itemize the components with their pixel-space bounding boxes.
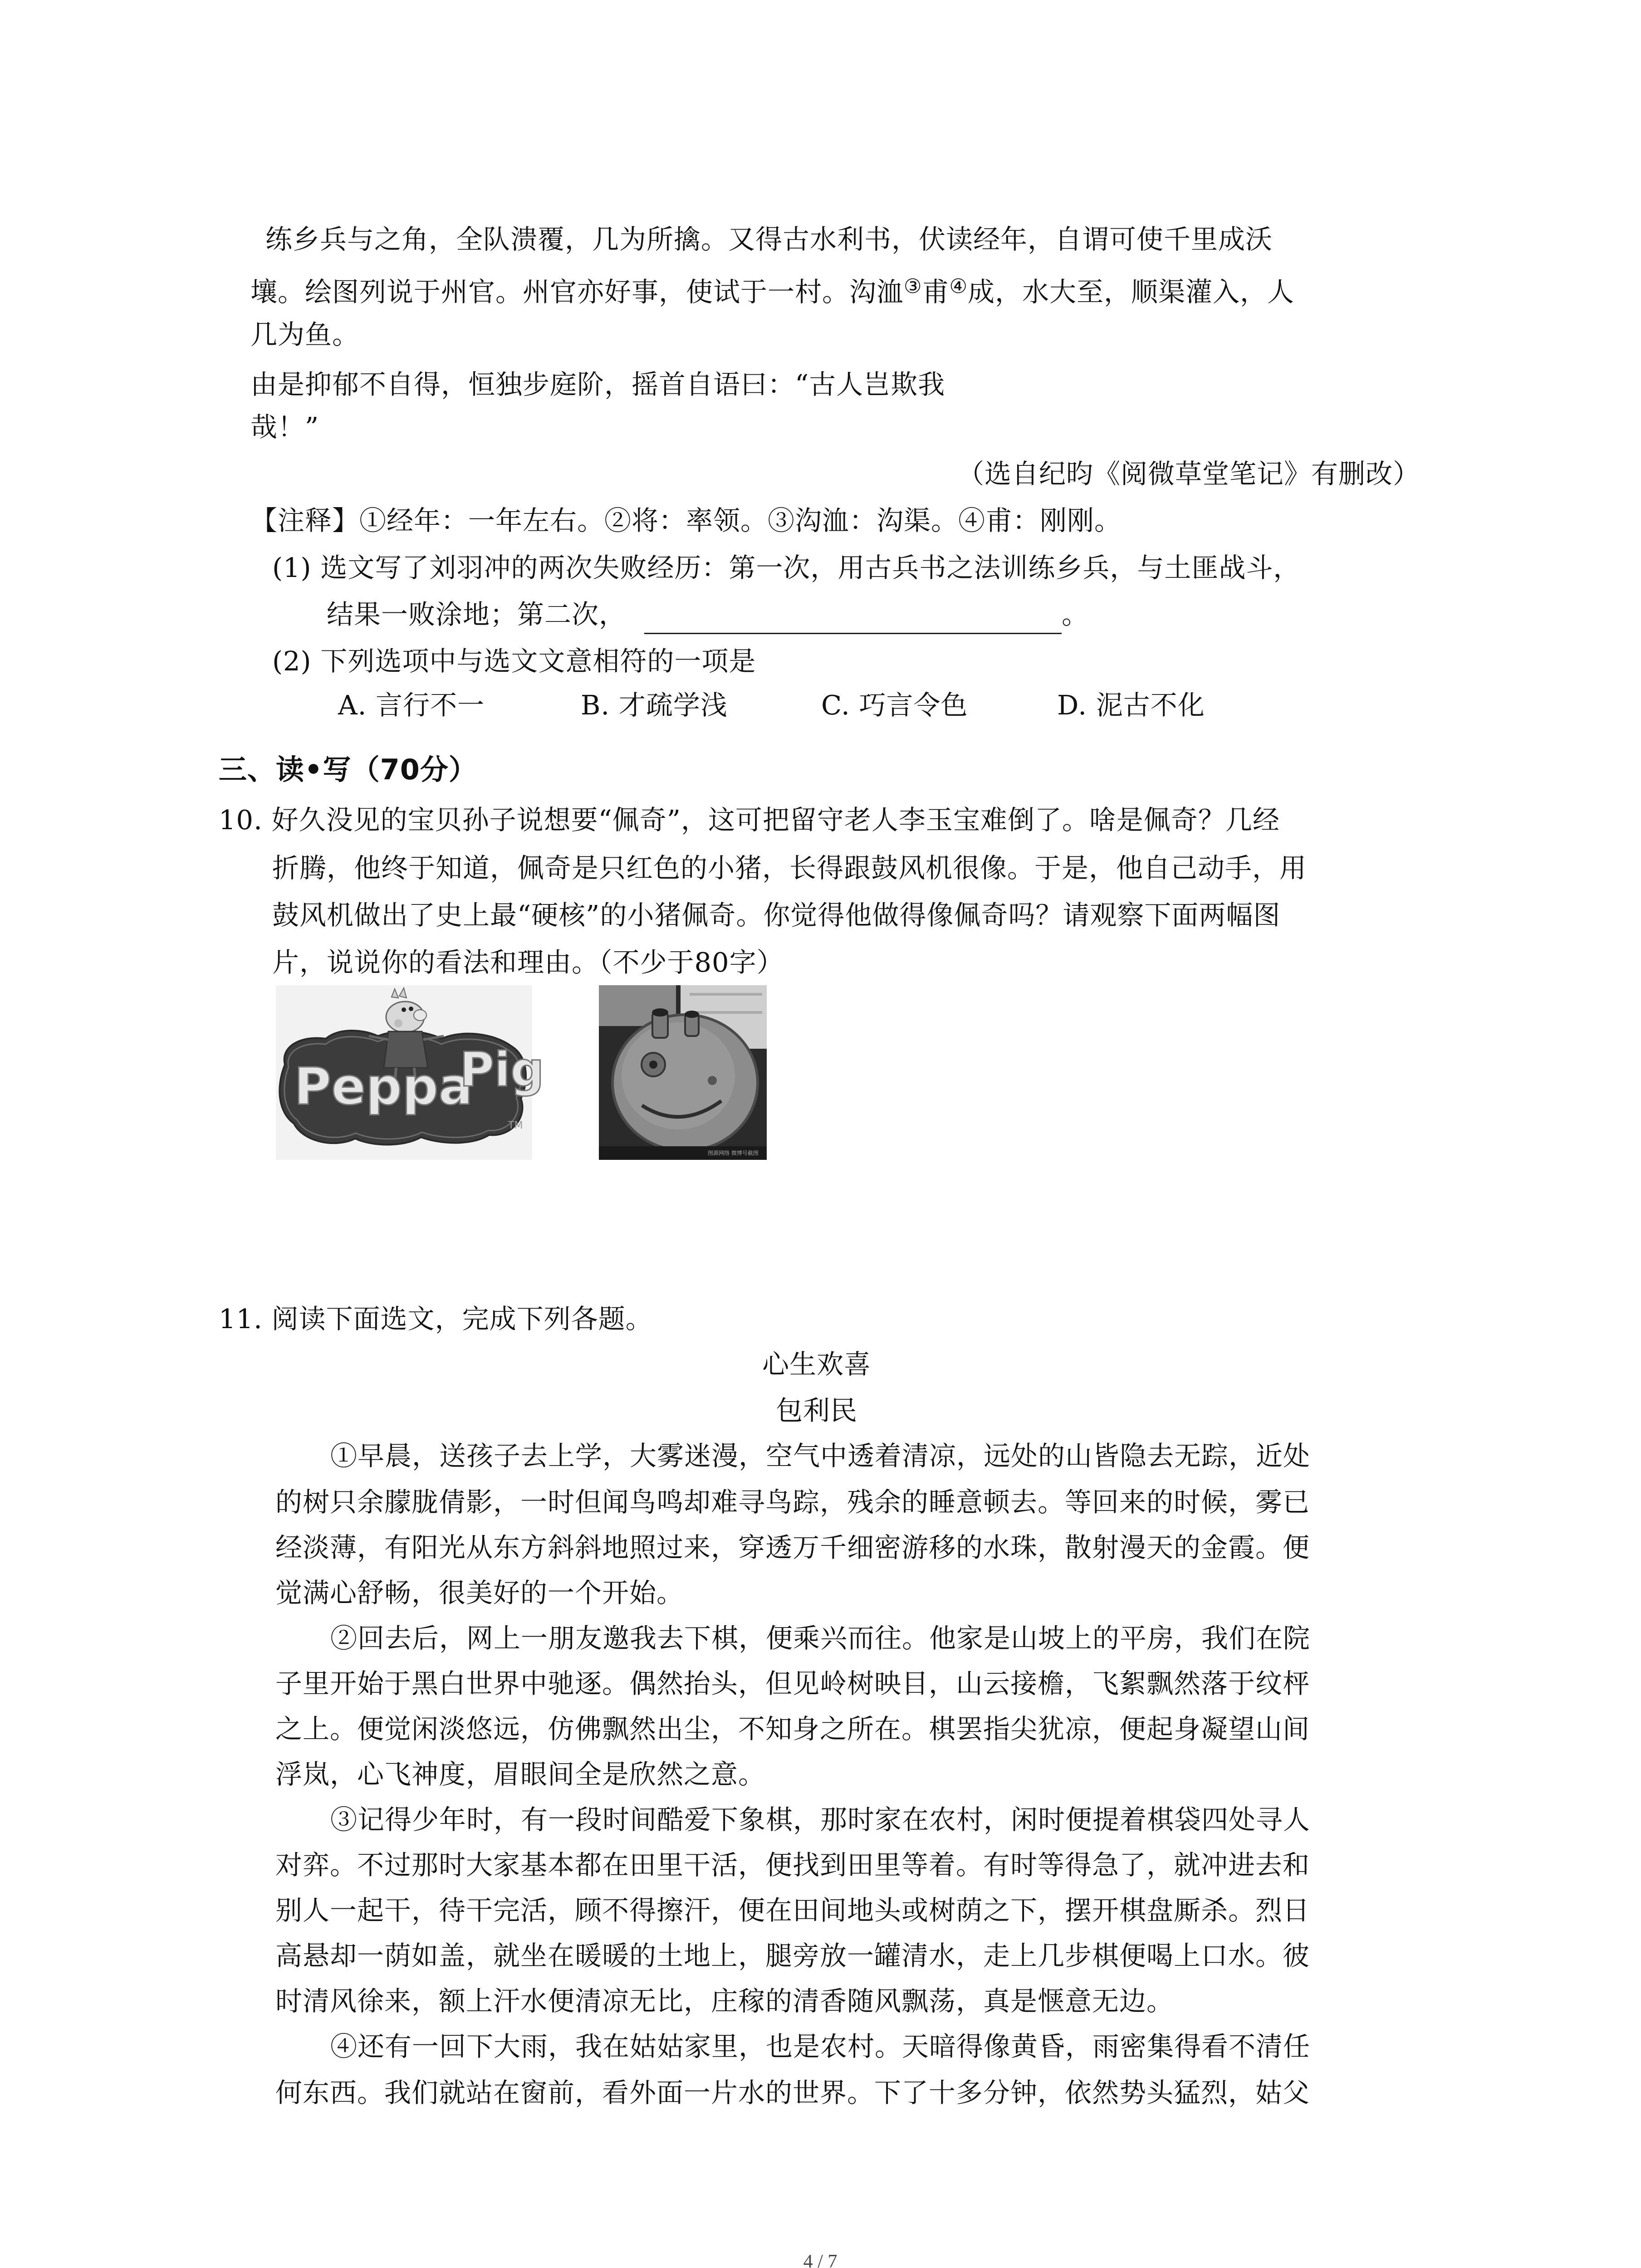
question-10-line-2: 折腾，他终于知道，佩奇是只红色的小猪，长得跟鼓风机很像。于是，他自己动手，用 [272, 852, 1307, 884]
blower-peppa-svg [599, 985, 767, 1160]
section-3-title: 三、读•写（70分） [219, 753, 477, 786]
para-2-line-2: 子里开始于黑白世界中驰逐。偶然抬头，但见岭树映目，山云接檐，飞絮飘然落于纹枰 [275, 1668, 1310, 1699]
answer-blank-1[interactable] [644, 633, 1062, 634]
question-10-line-3: 鼓风机做出了史上最“硬核”的小猪佩奇。你觉得他做得像佩奇吗？请观察下面两幅图 [272, 899, 1281, 931]
option-b[interactable]: B. 才疏学浅 [581, 689, 728, 721]
page-number: 4 / 7 [803, 2251, 838, 2268]
para-1-line-2: 的树只余朦胧倩影，一时但闻鸟鸣却难寻鸟踪，残余的睡意顿去。等回来的时候，雾已 [275, 1486, 1310, 1518]
note-marker-4: ④ [949, 275, 968, 298]
para-2-line-1: ②回去后，网上一朋友邀我去下棋，便乘兴而往。他家是山坡上的平房，我们在院 [330, 1623, 1311, 1654]
para-3-line-1: ③记得少年时，有一段时间酷爱下象棋，那时家在农村，闲时便提着棋袋四处寻人 [330, 1804, 1311, 1835]
passage-line-1: 练乡兵与之角，全队溃覆，几为所擒。又得古水利书，伏读经年，自谓可使千里成沃 [265, 224, 1273, 255]
para-1-line-4: 觉满心舒畅，很美好的一个开始。 [275, 1577, 684, 1608]
photo-caption: 图源网络 微博号截图 [708, 1150, 759, 1156]
question-1-line-2: 结果一败涂地；第二次， [327, 599, 627, 630]
question-2: (2) 下列选项中与选文文意相符的一项是 [272, 645, 756, 677]
para-1-line-1: ①早晨，送孩子去上学，大雾迷漫，空气中透着清凉，远处的山皆隐去无踪，近处 [330, 1440, 1311, 1471]
para-3-line-5: 时清风徐来，额上汗水便清凉无比，庄稼的清香随风飘荡，真是惬意无边。 [275, 1985, 1174, 2017]
para-1-line-3: 经淡薄，有阳光从东方斜斜地照过来，穿透万千细密游移的水珠，散射漫天的金霞。便 [275, 1532, 1310, 1563]
para-2-line-3: 之上。便觉闲淡悠远，仿佛飘然出尘，不知身之所在。棋罢指尖犹凉，便起身凝望山间 [275, 1713, 1310, 1745]
logo-peppa-text: Peppa [294, 1057, 473, 1116]
passage-source: （选自纪昀《阅微草堂笔记》有删改） [957, 458, 1420, 489]
passage-notes: 【注释】①经年：一年左右。②将：率领。③沟洫：沟渠。④甫：刚刚。 [250, 505, 1122, 536]
question-10-line-4: 片，说说你的看法和理由。（不少于80字） [272, 947, 784, 978]
passage-line-3: 几为鱼。 [250, 319, 360, 350]
para-3-line-2: 对弈。不过那时大家基本都在田里干活，便找到田里等着。有时等得急了，就冲进去和 [275, 1849, 1310, 1881]
passage-line-2: 壤。绘图列说于州官。州官亦好事，使试于一村。沟洫③甫④成，水大至，顺渠灌入，人 [250, 275, 1294, 308]
para-4-line-1: ④还有一回下大雨，我在姑姑家里，也是农村。天暗得像黄昏，雨密集得看不清任 [330, 2031, 1311, 2062]
option-a[interactable]: A. 言行不一 [338, 689, 485, 721]
passage-line-5: 哉！” [250, 411, 319, 443]
question-1-line-1: (1) 选文写了刘羽冲的两次失败经历：第一次，用古兵书之法训练乡兵，与土匪战斗， [272, 552, 1301, 583]
logo-tm: TM [508, 1120, 523, 1131]
peppa-pig-logo-image [276, 985, 544, 1160]
note-marker-3: ③ [904, 275, 922, 298]
question-1-end: 。 [1062, 599, 1089, 630]
peppa-pig-logo-svg [276, 985, 544, 1160]
para-2-line-4: 浮岚，心飞神度，眉眼间全是欣然之意。 [275, 1759, 766, 1790]
option-c[interactable]: C. 巧言令色 [821, 689, 968, 721]
passage-line-4: 由是抑郁不自得，恒独步庭阶，摇首自语曰：“古人岂欺我 [250, 369, 945, 400]
article-title: 心生欢喜 [762, 1349, 871, 1380]
option-d[interactable]: D. 泥古不化 [1057, 689, 1205, 721]
article-author: 包利民 [775, 1395, 857, 1426]
para-3-line-3: 别人一起干，待干完活，顾不得擦汗，便在田间地头或树荫之下，摆开棋盘厮杀。烈日 [275, 1895, 1310, 1926]
logo-pig-text: Pig [460, 1042, 544, 1097]
para-3-line-4: 高悬却一荫如盖，就坐在暖暖的土地上，腿旁放一罐清水，走上几步棋便喝上口水。彼 [275, 1940, 1310, 1971]
para-4-line-2: 何东西。我们就站在窗前，看外面一片水的世界。下了十多分钟，依然势头猛烈，姑父 [275, 2077, 1310, 2108]
question-10-line-1: 10. 好久没见的宝贝孙子说想要“佩奇”，这可把留守老人李玉宝难倒了。啥是佩奇？几经 [219, 804, 1280, 836]
question-11-intro: 11. 阅读下面选文，完成下列各题。 [219, 1303, 653, 1334]
blower-peppa-photo [599, 985, 767, 1160]
